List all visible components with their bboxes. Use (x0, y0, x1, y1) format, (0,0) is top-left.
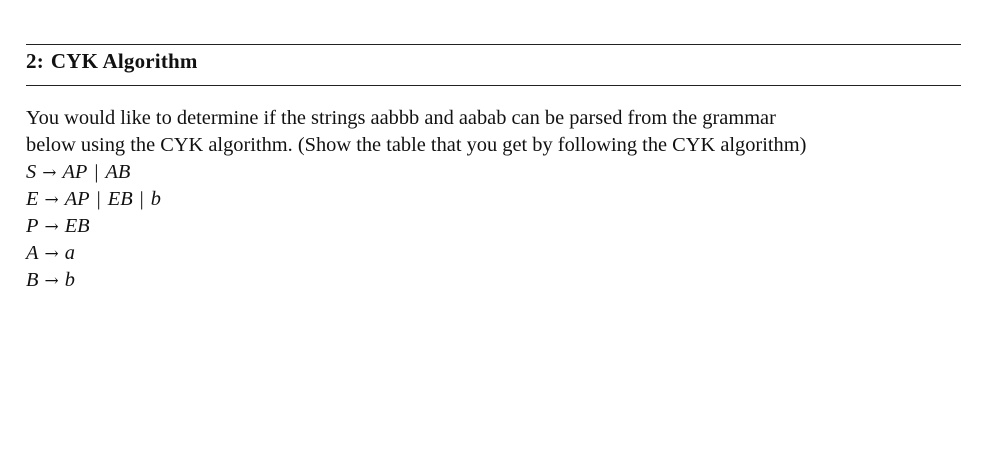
rule-lhs: S (26, 161, 37, 183)
heading-rule-top (26, 44, 961, 45)
grammar-rules (26, 159, 161, 294)
rule-alternative: b (150, 188, 161, 210)
rule-lhs: E (26, 188, 39, 210)
alternative-separator: | (96, 188, 101, 210)
problem-paragraph (26, 105, 961, 159)
arrow-symbol: → (44, 244, 59, 264)
alternative-separator: | (94, 161, 99, 183)
grammar-rule (26, 159, 161, 186)
rule-lhs: B (26, 269, 39, 291)
grammar-rule (26, 267, 161, 294)
grammar-rule (26, 240, 161, 267)
rule-alternative: EB (107, 188, 133, 210)
rule-alternative: a (64, 242, 75, 264)
section-number: 2: (26, 49, 44, 73)
rule-alternative: b (64, 269, 75, 291)
rule-lhs: A (26, 242, 39, 264)
alternative-separator: | (139, 188, 144, 210)
rule-alternative: AP (62, 161, 88, 183)
rule-lhs: P (26, 215, 39, 237)
paragraph-line-1: You would like to determine if the strings aabbb and aabab can be parsed from the grammar (26, 107, 776, 129)
section-title: CYK Algorithm (50, 49, 198, 73)
arrow-symbol: → (44, 190, 59, 210)
rule-alternative: AB (105, 161, 131, 183)
rule-alternative: EB (64, 215, 90, 237)
paragraph-line-2: below using the CYK algorithm. (Show the table that you get by following the CYK algorithm) (26, 134, 807, 156)
rule-alternative: AP (64, 188, 90, 210)
heading-rule-bottom (26, 85, 961, 86)
arrow-symbol: → (44, 271, 59, 291)
arrow-symbol: → (42, 163, 57, 183)
grammar-rule (26, 186, 161, 213)
arrow-symbol: → (44, 217, 59, 237)
grammar-rule (26, 213, 161, 240)
section-heading (26, 49, 198, 74)
